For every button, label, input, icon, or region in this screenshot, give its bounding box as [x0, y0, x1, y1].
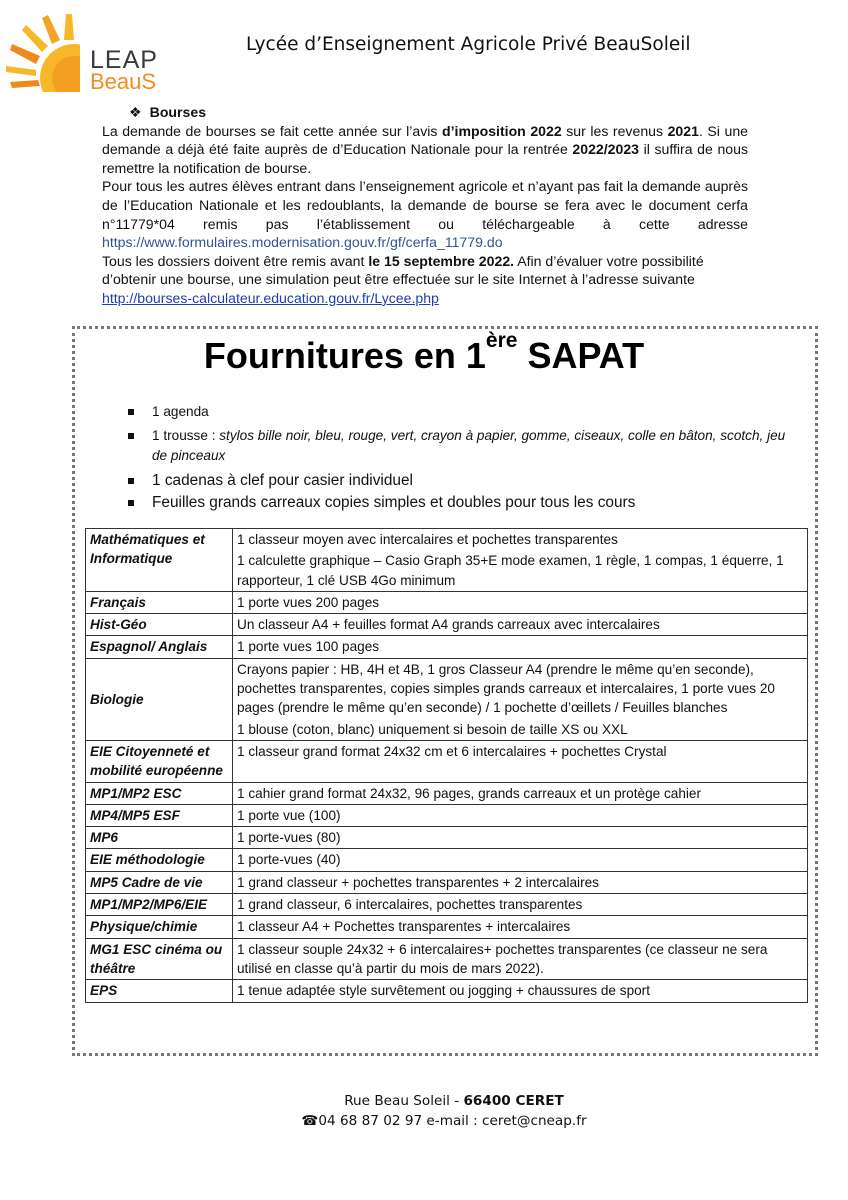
bourses-heading	[129, 103, 748, 122]
bourses-paragraph-3	[102, 252, 748, 308]
text: La demande de bourses se fait cette année sur l’avis	[102, 122, 443, 139]
supply-line: 1 cahier grand format 24x32, 96 pages, grands carreaux et un protège cahier	[237, 785, 701, 801]
table-row	[86, 740, 808, 782]
school-name: Lycée d’Enseignement Agricole Privé BeauSoleil	[246, 34, 691, 55]
list-item	[126, 426, 786, 466]
text: Afin d’évaluer votre possibilité d’obtenir une bourse, une simulation peut être effectuée sur le site Internet à l’adresse suivante	[102, 252, 704, 288]
text: . Si une demande a déjà été faite auprès de d’Education Nationale pour la rentrée	[102, 122, 748, 158]
list-item-text: 1 trousse :	[152, 428, 220, 443]
table-row	[86, 894, 808, 916]
address-text: Rue Beau Soleil -	[344, 1093, 464, 1109]
supplies-cell	[233, 916, 808, 938]
title-text: Fournitures en 1	[203, 335, 486, 376]
subject-cell: MP5 Cadre de vie	[86, 871, 233, 893]
table-row	[86, 804, 808, 826]
supply-line: 1 grand classeur, 6 intercalaires, pochettes transparentes	[237, 897, 583, 913]
phone-icon: ☎	[301, 1113, 319, 1129]
list-item	[126, 402, 786, 424]
supply-line: 1 porte-vues (40)	[237, 852, 341, 868]
supplies-cell	[233, 827, 808, 849]
sun-icon	[4, 12, 94, 92]
square-bullet-icon	[128, 433, 134, 439]
table-row	[86, 938, 808, 980]
supply-line: 1 classeur grand format 24x32 cm et 6 intercalaires + pochettes Crystal	[237, 743, 667, 759]
text: il suffira de nous remettre la notification de bourse.	[102, 141, 749, 176]
supply-line: 1 calculette graphique – Casio Graph 35+E mode examen, 1 règle, 1 compas, 1 équerre, 1 rapporteur, 1 clé USB 4Go minimum	[237, 553, 784, 588]
bourses-heading-text: Bourses	[149, 104, 207, 120]
supplies-cell	[233, 980, 808, 1002]
list-item-text: 1 agenda	[152, 404, 209, 419]
subject-cell: Biologie	[86, 658, 233, 740]
footer	[0, 1091, 848, 1131]
logo-text-leap: LEAP	[90, 46, 158, 74]
supplies-cell	[233, 529, 808, 592]
supplies-cell	[233, 614, 808, 636]
subject-cell: MP6	[86, 827, 233, 849]
supplies-cell	[233, 871, 808, 893]
supply-line: 1 blouse (coton, blanc) uniquement si besoin de taille XS ou XXL	[237, 721, 628, 737]
table-row	[86, 782, 808, 804]
supply-line: Crayons papier : HB, 4H et 4B, 1 gros Classeur A4 (prendre le même qu’en seconde), pochettes transparentes, copies simples grands carreaux et intercalaires, 1 porte vues 20 pages (prendre le même qu’en seconde) / 1 pochette d’œillets / Feuilles blanches	[237, 661, 775, 716]
calculator-link[interactable]: http://bourses-calculateur.education.gouv.fr/Lycee.php	[102, 289, 439, 306]
supply-line: 1 porte vues 100 pages	[237, 639, 380, 655]
supply-line: 1 classeur A4 + Pochettes transparentes + intercalaires	[237, 919, 571, 935]
subject-cell: Espagnol/ Anglais	[86, 636, 233, 658]
table-row	[86, 529, 808, 592]
bold-text: d’imposition 2022	[442, 122, 562, 139]
supply-line: 1 classeur moyen avec intercalaires et pochettes transparentes	[237, 532, 618, 547]
table-row	[86, 916, 808, 938]
supply-line: 1 porte-vues (80)	[237, 830, 341, 846]
bold-text: 2022/2023	[572, 141, 640, 158]
supplies-cell	[233, 591, 808, 613]
diamond-bullet-icon: ❖	[129, 104, 142, 120]
list-item	[126, 470, 786, 492]
table-row	[86, 636, 808, 658]
table-row	[86, 614, 808, 636]
table-row	[86, 980, 808, 1002]
bourses-paragraph-1	[102, 122, 748, 178]
square-bullet-icon	[128, 409, 134, 415]
bold-text: le 15 septembre 2022.	[368, 252, 515, 269]
supplies-cell	[233, 804, 808, 826]
supplies-cell	[233, 636, 808, 658]
postcode-city: 66400 CERET	[463, 1093, 564, 1109]
supplies-cell	[233, 849, 808, 871]
supply-line: 1 tenue adaptée style survêtement ou jogging + chaussures de sport	[237, 983, 650, 999]
text: Tous les dossiers doivent être remis avant	[102, 252, 369, 269]
title-superscript: ère	[485, 329, 518, 352]
logo-text-beaus: BeauS	[90, 69, 157, 94]
subject-cell: MP1/MP2/MP6/EIE	[86, 894, 233, 916]
supplies-cell	[233, 938, 808, 980]
supplies-table-body	[86, 529, 808, 1003]
subject-cell: EIE Citoyenneté et mobilité européenne	[86, 740, 233, 782]
square-bullet-icon	[128, 500, 134, 506]
school-logo	[4, 12, 164, 92]
supply-line: Un classeur A4 + feuilles format A4 grands carreaux avec intercalaires	[237, 617, 660, 633]
subject-cell: MP4/MP5 ESF	[86, 804, 233, 826]
supply-line: 1 classeur souple 24x32 + 6 intercalaires+ pochettes transparentes (ce classeur ne sera utilisé en classe qu’à partir du mois de mars 2022).	[237, 941, 768, 976]
list-item	[126, 492, 786, 514]
supply-line: 1 grand classeur + pochettes transparentes + 2 intercalaires	[237, 874, 599, 890]
supply-line: 1 porte vue (100)	[237, 807, 341, 823]
subject-cell: EIE méthodologie	[86, 849, 233, 871]
table-row	[86, 591, 808, 613]
list-item-text: Feuilles grands carreaux copies simples et doubles pour tous les cours	[152, 494, 636, 511]
cerfa-link-line	[102, 233, 748, 252]
subject-cell: MP1/MP2 ESC	[86, 782, 233, 804]
table-row	[86, 849, 808, 871]
supplies-cell	[233, 740, 808, 782]
fournitures-title	[0, 329, 848, 377]
subject-cell: Mathématiques et Informatique	[86, 529, 233, 592]
supplies-cell	[233, 658, 808, 740]
general-supplies-list	[126, 402, 786, 514]
title-text: SAPAT	[517, 335, 645, 376]
bold-text: 2021	[667, 122, 699, 139]
subject-cell: EPS	[86, 980, 233, 1002]
supplies-cell	[233, 894, 808, 916]
footer-address	[60, 1091, 848, 1111]
footer-contact	[40, 1111, 848, 1131]
bourses-paragraph-2: Pour tous les autres élèves entrant dans l’enseignement agricole et n’ayant pas fait la demande auprès de l’Education Nationale et les redoublants, la demande de bourse se fera avec le document cerfa n°11779*04 remis pas l’établissement ou téléchargeable à cette adresse	[102, 178, 748, 232]
table-row	[86, 658, 808, 740]
list-item-detail: stylos bille noir, bleu, rouge, vert, crayon à papier, gomme, ciseaux, colle en bâton, scotch, jeu de pinceaux	[152, 428, 786, 463]
table-row	[86, 827, 808, 849]
supplies-cell	[233, 782, 808, 804]
supplies-table	[85, 528, 808, 1003]
subject-cell: Physique/chimie	[86, 916, 233, 938]
subject-cell: Français	[86, 591, 233, 613]
subject-cell: MG1 ESC cinéma ou théâtre	[86, 938, 233, 980]
contact-text: 04 68 87 02 97 e-mail : ceret@cneap.fr	[318, 1113, 587, 1129]
supply-line: 1 porte vues 200 pages	[237, 594, 380, 610]
bourses-section	[102, 103, 748, 308]
cerfa-link[interactable]: https://www.formulaires.modernisation.gouv.fr/gf/cerfa_11779.do	[102, 234, 503, 251]
table-row	[86, 871, 808, 893]
subject-cell: Hist-Géo	[86, 614, 233, 636]
square-bullet-icon	[128, 478, 134, 484]
text: sur les revenus	[561, 122, 668, 139]
list-item-text: 1 cadenas à clef pour casier individuel	[152, 472, 413, 489]
